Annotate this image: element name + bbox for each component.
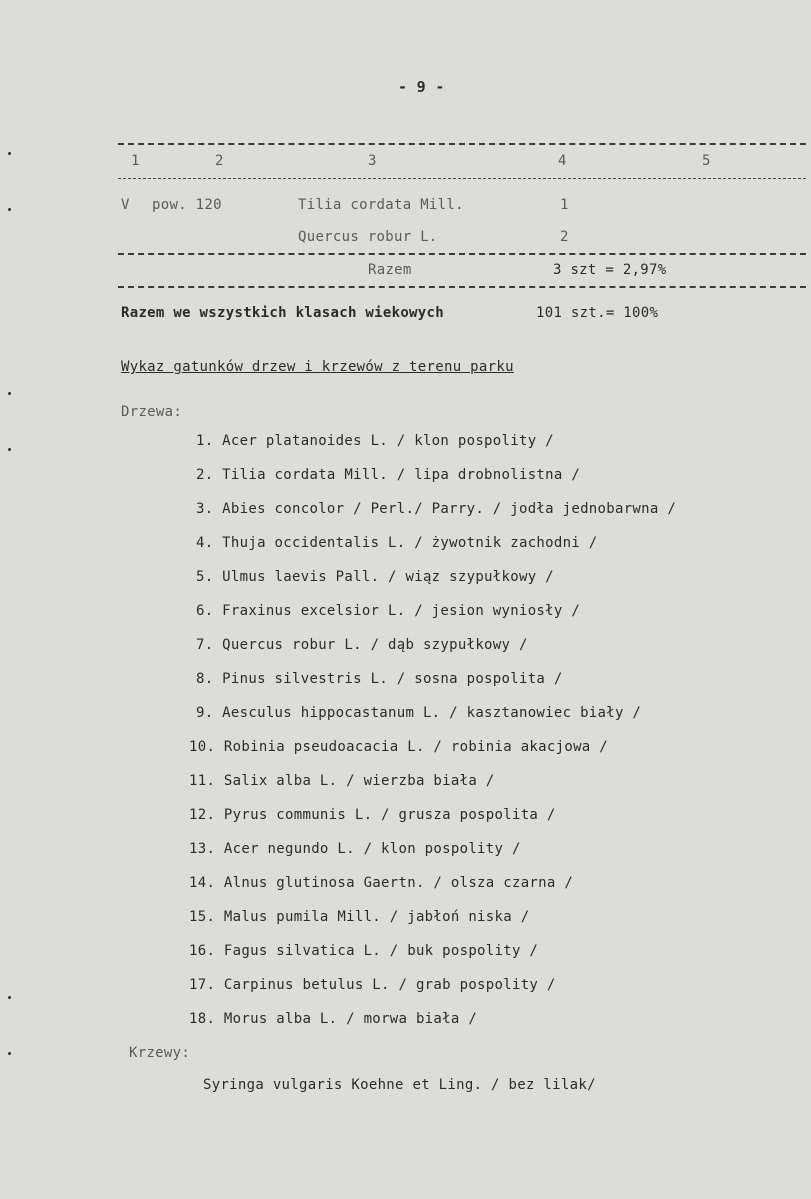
trees-heading: Drzewa: [121, 404, 183, 420]
table-cell-species: Quercus robur L. [298, 229, 438, 245]
page-number: - 9 - [398, 78, 445, 96]
table-subtotal-rule [118, 253, 806, 255]
tree-item: 7. Quercus robur L. / dąb szypułkowy / [196, 637, 528, 653]
table-cell-area: pow. 120 [152, 197, 222, 213]
tree-item: 2. Tilia cordata Mill. / lipa drobnolistna / [196, 467, 581, 483]
tree-item: 17. Carpinus betulus L. / grab pospolity / [189, 977, 556, 993]
margin-mark [8, 1052, 11, 1055]
table-header-rule [118, 178, 806, 179]
grand-total-value: 101 szt.= 100% [536, 305, 659, 321]
table-header-4: 4 [558, 153, 567, 169]
table-total-value: 3 szt = 2,97% [553, 262, 667, 278]
table-cell-species: Tilia cordata Mill. [298, 197, 464, 213]
grand-total-label: Razem we wszystkich klasach wiekowych [121, 305, 444, 321]
tree-item: 14. Alnus glutinosa Gaertn. / olsza czarna / [189, 875, 574, 891]
table-total-label: Razem [368, 262, 412, 278]
list-title: Wykaz gatunków drzew i krzewów z terenu parku [121, 359, 514, 375]
margin-mark [8, 392, 11, 395]
table-bottom-rule [118, 286, 806, 288]
tree-item: 8. Pinus silvestris L. / sosna pospolita / [196, 671, 563, 687]
tree-item: 1. Acer platanoides L. / klon pospolity / [196, 433, 554, 449]
table-cell-class: V [121, 197, 130, 213]
table-cell-count: 2 [560, 229, 569, 245]
tree-item: 3. Abies concolor / Perl./ Parry. / jodła jednobarwna / [196, 501, 677, 517]
table-cell-count: 1 [560, 197, 569, 213]
tree-item: 10. Robinia pseudoacacia L. / robinia akacjowa / [189, 739, 608, 755]
table-header-5: 5 [702, 153, 711, 169]
margin-mark [8, 152, 11, 155]
margin-mark [8, 448, 11, 451]
margin-mark [8, 996, 11, 999]
tree-item: 6. Fraxinus excelsior L. / jesion wyniosły / [196, 603, 581, 619]
table-top-rule [118, 143, 806, 145]
table-header-1: 1 [131, 153, 140, 169]
margin-mark [8, 208, 11, 211]
tree-item: 15. Malus pumila Mill. / jabłoń niska / [189, 909, 530, 925]
tree-item: 11. Salix alba L. / wierzba biała / [189, 773, 495, 789]
tree-item: 13. Acer negundo L. / klon pospolity / [189, 841, 521, 857]
tree-item: 4. Thuja occidentalis L. / żywotnik zachodni / [196, 535, 598, 551]
shrubs-heading: Krzewy: [129, 1045, 191, 1061]
tree-item: 12. Pyrus communis L. / grusza pospolita / [189, 807, 556, 823]
table-header-3: 3 [368, 153, 377, 169]
tree-item: 9. Aesculus hippocastanum L. / kasztanowiec biały / [196, 705, 642, 721]
tree-item: 18. Morus alba L. / morwa biała / [189, 1011, 478, 1027]
table-header-2: 2 [215, 153, 224, 169]
tree-item: 16. Fagus silvatica L. / buk pospolity / [189, 943, 539, 959]
tree-item: 5. Ulmus laevis Pall. / wiąz szypułkowy / [196, 569, 554, 585]
shrub-item: Syringa vulgaris Koehne et Ling. / bez lilak/ [203, 1077, 596, 1093]
